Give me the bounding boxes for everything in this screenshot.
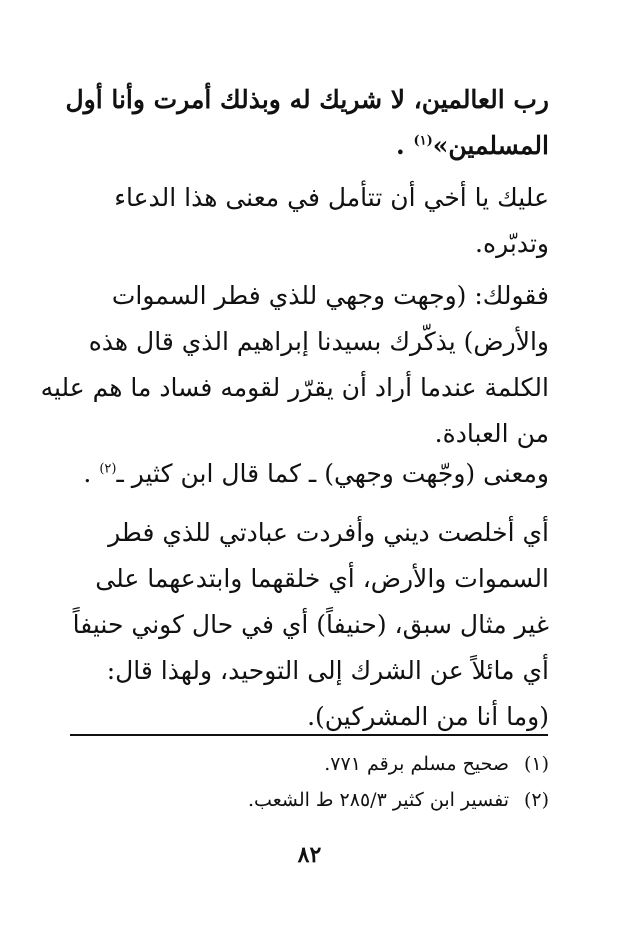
text-line: رب العالمين، لا شريك له وبذلك أمرت وأنا أول (65, 85, 549, 114)
footnote-text: صحيح مسلم برقم ٧٧١. (324, 753, 509, 775)
text-line: الكلمة عندما أراد أن يقرّر لقومه فساد ما هم عليه (40, 373, 549, 402)
text-line (69, 123, 549, 169)
footnote-ref-2: (٢) (99, 461, 117, 477)
text-line: السموات والأرض، أي خلقهما وابتدعهما على (95, 564, 549, 593)
text-fragment: . (396, 131, 414, 160)
paragraph-meaning (69, 451, 549, 497)
text-line: وتدبّره. (475, 229, 549, 258)
footnote-number: (١) (523, 753, 549, 775)
footnote-1 (69, 750, 549, 778)
paragraph-hadith-end (65, 77, 549, 169)
text-line: عليك يا أخي أن تتأمل في معنى هذا الدعاء (114, 183, 549, 212)
paragraph-ibrahim (40, 273, 549, 457)
text-line: أي مائلاً عن الشرك إلى التوحيد، ولهذا قال: (106, 656, 549, 685)
text-fragment: . (83, 459, 100, 488)
footnote-number: (٢) (523, 789, 549, 811)
text-line: فقولك: (وجهت وجهي للذي فطر السموات (111, 281, 549, 310)
paragraph-explanation (69, 510, 549, 740)
footnote-2 (69, 786, 549, 814)
text-line: أي أخلصت ديني وأفردت عبادتي للذي فطر (108, 518, 549, 547)
text-fragment: ومعنى (وجّهت وجهي) ـ كما قال ابن كثير ـ (116, 459, 549, 488)
paragraph-reflect (69, 175, 549, 267)
text-line: والأرض) يذكّرك بسيدنا إبراهيم الذي قال هذه (88, 327, 549, 356)
text-line: (وما أنا من المشركين). (307, 702, 549, 731)
page-number: ٨٢ (297, 842, 322, 868)
text-line: غير مثال سبق، (حنيفاً) أي في حال كوني حنيفاً (72, 610, 549, 639)
footnote-text: تفسير ابن كثير ٢٨٥/٣ ط الشعب. (248, 789, 509, 811)
text-line: من العبادة. (434, 419, 549, 448)
footnote-divider (70, 734, 548, 736)
text-fragment: المسلمين» (432, 131, 549, 160)
text-line (69, 451, 549, 497)
footnote-ref-1: (١) (413, 133, 433, 149)
